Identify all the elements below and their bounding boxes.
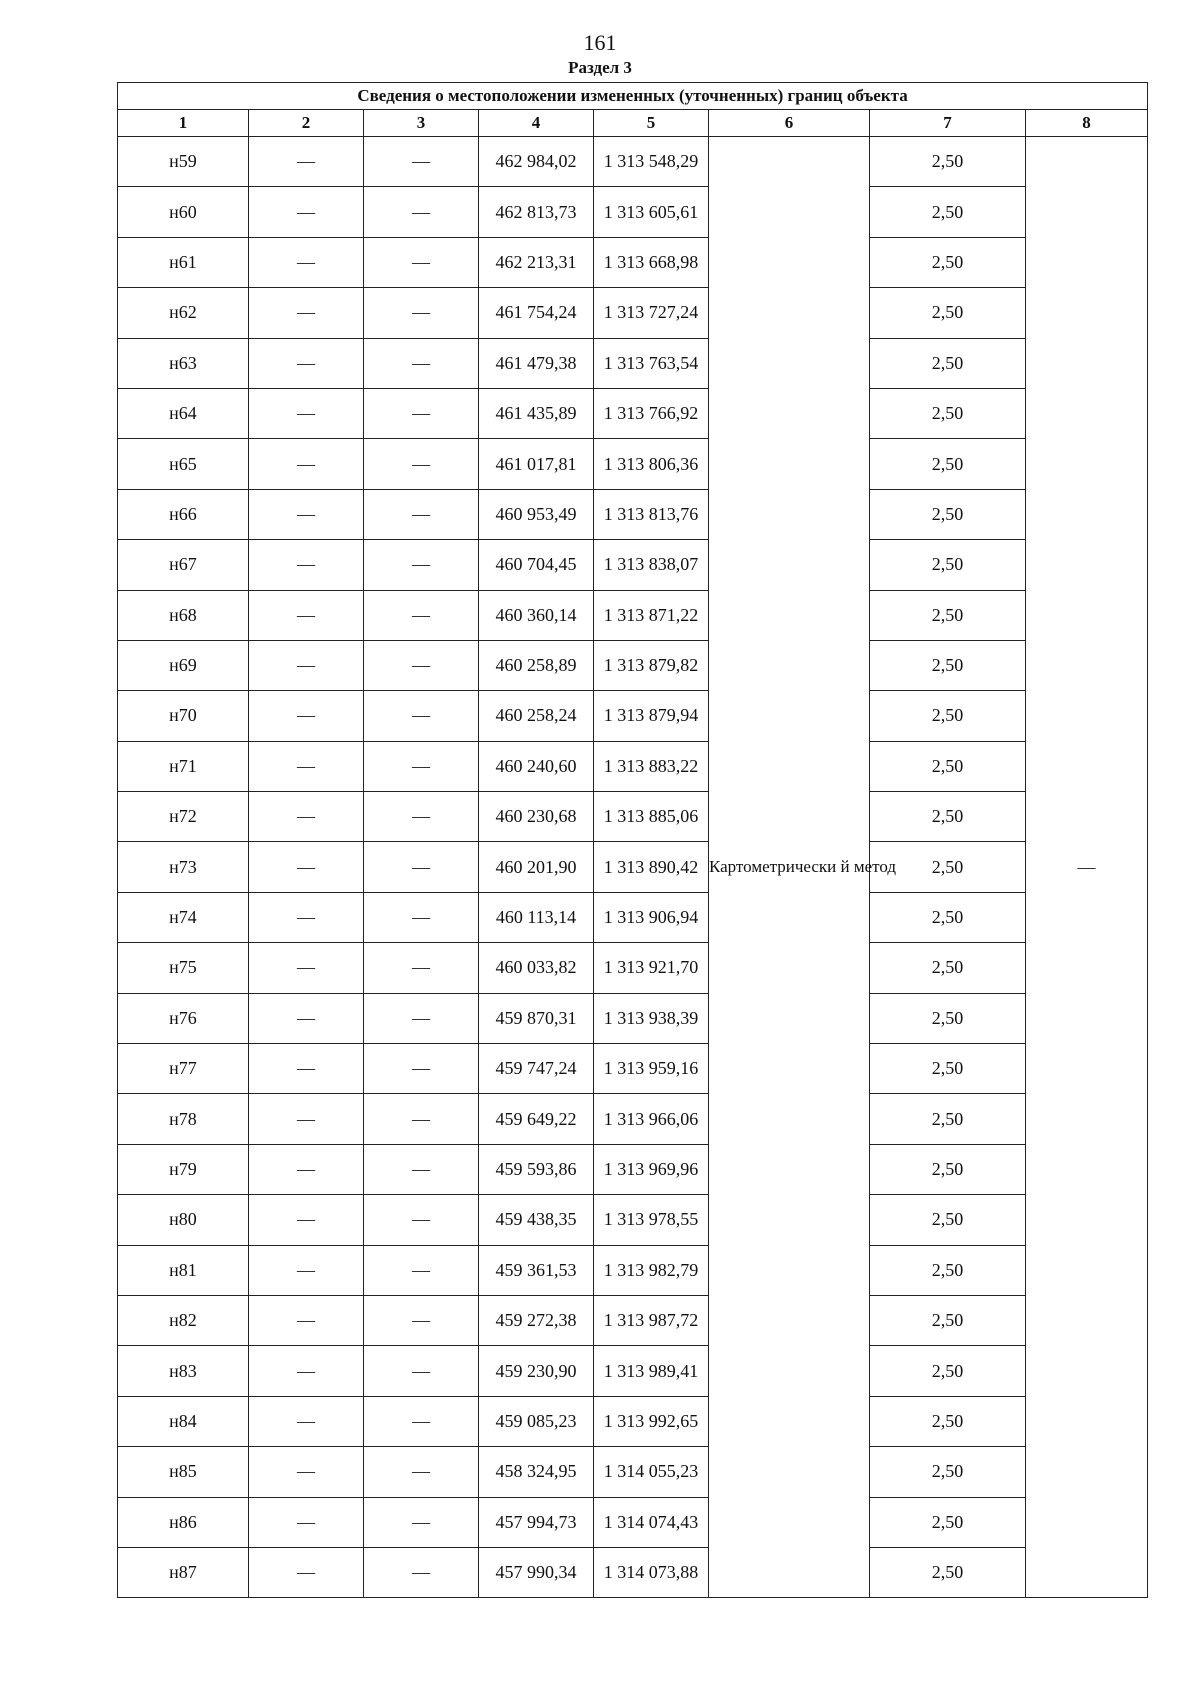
point-number-cell: н82 [118, 1295, 249, 1345]
accuracy-cell: 2,50 [870, 1346, 1026, 1396]
x-coordinate-cell: 460 033,82 [479, 943, 594, 993]
accuracy-cell: 2,50 [870, 1195, 1026, 1245]
x-coordinate-cell: 460 201,90 [479, 842, 594, 892]
column-number: 3 [364, 110, 479, 137]
accuracy-cell: 2,50 [870, 792, 1026, 842]
x-coordinate-cell: 459 361,53 [479, 1245, 594, 1295]
point-number-cell: н71 [118, 741, 249, 791]
table-row [118, 137, 1148, 187]
column-2-cell: — [249, 590, 364, 640]
table-row [118, 1245, 1148, 1295]
accuracy-cell: 2,50 [870, 1547, 1026, 1597]
table-row [118, 993, 1148, 1043]
x-coordinate-cell: 458 324,95 [479, 1447, 594, 1497]
point-number-cell: н80 [118, 1195, 249, 1245]
column-2-cell: — [249, 1396, 364, 1446]
point-number-cell: н65 [118, 439, 249, 489]
table-row [118, 1144, 1148, 1194]
column-3-cell: — [364, 842, 479, 892]
column-3-cell: — [364, 1044, 479, 1094]
column-3-cell: — [364, 439, 479, 489]
column-3-cell: — [364, 237, 479, 287]
table-row [118, 842, 1148, 892]
x-coordinate-cell: 461 754,24 [479, 288, 594, 338]
point-number-cell: н64 [118, 388, 249, 438]
x-coordinate-cell: 460 360,14 [479, 590, 594, 640]
table-row [118, 489, 1148, 539]
y-coordinate-cell: 1 313 838,07 [594, 540, 709, 590]
table-row [118, 540, 1148, 590]
column-3-cell: — [364, 741, 479, 791]
point-number-cell: н84 [118, 1396, 249, 1446]
column-3-cell: — [364, 1497, 479, 1547]
x-coordinate-cell: 459 649,22 [479, 1094, 594, 1144]
x-coordinate-cell: 459 747,24 [479, 1044, 594, 1094]
y-coordinate-cell: 1 313 766,92 [594, 388, 709, 438]
column-3-cell: — [364, 892, 479, 942]
column-number-row [118, 110, 1148, 137]
accuracy-cell: 2,50 [870, 640, 1026, 690]
x-coordinate-cell: 461 479,38 [479, 338, 594, 388]
accuracy-cell: 2,50 [870, 842, 1026, 892]
column-2-cell: — [249, 489, 364, 539]
column-3-cell: — [364, 489, 479, 539]
table-row [118, 1295, 1148, 1345]
x-coordinate-cell: 457 994,73 [479, 1497, 594, 1547]
column-2-cell: — [249, 1497, 364, 1547]
point-number-cell: н87 [118, 1547, 249, 1597]
column-2-cell: — [249, 1447, 364, 1497]
column-3-cell: — [364, 993, 479, 1043]
y-coordinate-cell: 1 313 668,98 [594, 237, 709, 287]
y-coordinate-cell: 1 313 938,39 [594, 993, 709, 1043]
column-2-cell: — [249, 943, 364, 993]
y-coordinate-cell: 1 314 074,43 [594, 1497, 709, 1547]
column-2-cell: — [249, 540, 364, 590]
column-3-cell: — [364, 943, 479, 993]
table-row [118, 1447, 1148, 1497]
point-number-cell: н81 [118, 1245, 249, 1295]
y-coordinate-cell: 1 313 806,36 [594, 439, 709, 489]
accuracy-cell: 2,50 [870, 288, 1026, 338]
point-number-cell: н61 [118, 237, 249, 287]
column-2-cell: — [249, 1547, 364, 1597]
point-number-cell: н72 [118, 792, 249, 842]
accuracy-cell: 2,50 [870, 1396, 1026, 1446]
column-3-cell: — [364, 1396, 479, 1446]
x-coordinate-cell: 459 870,31 [479, 993, 594, 1043]
accuracy-cell: 2,50 [870, 691, 1026, 741]
method-cell: Картометрически й метод [709, 137, 870, 1598]
column-3-cell: — [364, 1547, 479, 1597]
y-coordinate-cell: 1 313 989,41 [594, 1346, 709, 1396]
point-number-cell: н77 [118, 1044, 249, 1094]
column-2-cell: — [249, 741, 364, 791]
point-number-cell: н69 [118, 640, 249, 690]
accuracy-cell: 2,50 [870, 892, 1026, 942]
accuracy-cell: 2,50 [870, 489, 1026, 539]
section-title: Раздел 3 [568, 58, 632, 77]
y-coordinate-cell: 1 313 966,06 [594, 1094, 709, 1144]
column-8-cell: — [1026, 137, 1148, 1598]
point-number-cell: н59 [118, 137, 249, 187]
accuracy-cell: 2,50 [870, 943, 1026, 993]
accuracy-cell: 2,50 [870, 1245, 1026, 1295]
accuracy-cell: 2,50 [870, 237, 1026, 287]
column-3-cell: — [364, 1447, 479, 1497]
y-coordinate-cell: 1 313 763,54 [594, 338, 709, 388]
y-coordinate-cell: 1 313 548,29 [594, 137, 709, 187]
column-3-cell: — [364, 1144, 479, 1194]
table-row [118, 187, 1148, 237]
column-2-cell: — [249, 338, 364, 388]
x-coordinate-cell: 457 990,34 [479, 1547, 594, 1597]
column-3-cell: — [364, 1295, 479, 1345]
column-2-cell: — [249, 842, 364, 892]
column-number: 5 [594, 110, 709, 137]
column-number: 8 [1026, 110, 1148, 137]
x-coordinate-cell: 461 435,89 [479, 388, 594, 438]
point-number-cell: н66 [118, 489, 249, 539]
point-number-cell: н74 [118, 892, 249, 942]
point-number-cell: н67 [118, 540, 249, 590]
column-2-cell: — [249, 187, 364, 237]
table-row [118, 1044, 1148, 1094]
point-number-cell: н68 [118, 590, 249, 640]
y-coordinate-cell: 1 313 992,65 [594, 1396, 709, 1446]
table-row [118, 792, 1148, 842]
x-coordinate-cell: 459 230,90 [479, 1346, 594, 1396]
accuracy-cell: 2,50 [870, 993, 1026, 1043]
column-2-cell: — [249, 1195, 364, 1245]
point-number-cell: н78 [118, 1094, 249, 1144]
accuracy-cell: 2,50 [870, 338, 1026, 388]
column-number: 6 [709, 110, 870, 137]
table-row [118, 1346, 1148, 1396]
column-number: 1 [118, 110, 249, 137]
column-3-cell: — [364, 338, 479, 388]
column-3-cell: — [364, 388, 479, 438]
table-row [118, 691, 1148, 741]
column-3-cell: — [364, 1346, 479, 1396]
table-row [118, 741, 1148, 791]
y-coordinate-cell: 1 313 982,79 [594, 1245, 709, 1295]
table-row [118, 338, 1148, 388]
point-number-cell: н83 [118, 1346, 249, 1396]
column-2-cell: — [249, 237, 364, 287]
y-coordinate-cell: 1 313 885,06 [594, 792, 709, 842]
accuracy-cell: 2,50 [870, 590, 1026, 640]
accuracy-cell: 2,50 [870, 540, 1026, 590]
x-coordinate-cell: 462 984,02 [479, 137, 594, 187]
table-row [118, 943, 1148, 993]
point-number-cell: н73 [118, 842, 249, 892]
table-row [118, 288, 1148, 338]
accuracy-cell: 2,50 [870, 388, 1026, 438]
y-coordinate-cell: 1 313 813,76 [594, 489, 709, 539]
y-coordinate-cell: 1 313 727,24 [594, 288, 709, 338]
y-coordinate-cell: 1 313 883,22 [594, 741, 709, 791]
point-number-cell: н63 [118, 338, 249, 388]
x-coordinate-cell: 460 240,60 [479, 741, 594, 791]
column-2-cell: — [249, 439, 364, 489]
y-coordinate-cell: 1 314 073,88 [594, 1547, 709, 1597]
column-2-cell: — [249, 892, 364, 942]
x-coordinate-cell: 461 017,81 [479, 439, 594, 489]
accuracy-cell: 2,50 [870, 1144, 1026, 1194]
column-3-cell: — [364, 1245, 479, 1295]
column-number: 7 [870, 110, 1026, 137]
point-number-cell: н76 [118, 993, 249, 1043]
column-2-cell: — [249, 691, 364, 741]
point-number-cell: н60 [118, 187, 249, 237]
page-number: 161 [583, 30, 617, 55]
x-coordinate-cell: 462 813,73 [479, 187, 594, 237]
table-row [118, 388, 1148, 438]
x-coordinate-cell: 460 704,45 [479, 540, 594, 590]
accuracy-cell: 2,50 [870, 1094, 1026, 1144]
accuracy-cell: 2,50 [870, 137, 1026, 187]
table-row [118, 1547, 1148, 1597]
column-2-cell: — [249, 388, 364, 438]
table-row [118, 640, 1148, 690]
column-3-cell: — [364, 288, 479, 338]
accuracy-cell: 2,50 [870, 741, 1026, 791]
point-number-cell: н70 [118, 691, 249, 741]
column-2-cell: — [249, 1245, 364, 1295]
x-coordinate-cell: 462 213,31 [479, 237, 594, 287]
accuracy-cell: 2,50 [870, 1295, 1026, 1345]
point-number-cell: н86 [118, 1497, 249, 1547]
y-coordinate-cell: 1 313 978,55 [594, 1195, 709, 1245]
x-coordinate-cell: 460 113,14 [479, 892, 594, 942]
y-coordinate-cell: 1 313 879,82 [594, 640, 709, 690]
accuracy-cell: 2,50 [870, 1447, 1026, 1497]
point-number-cell: н62 [118, 288, 249, 338]
column-3-cell: — [364, 590, 479, 640]
table-row [118, 1497, 1148, 1547]
column-2-cell: — [249, 1346, 364, 1396]
table-caption-row [118, 83, 1148, 110]
accuracy-cell: 2,50 [870, 1497, 1026, 1547]
column-3-cell: — [364, 691, 479, 741]
column-3-cell: — [364, 1195, 479, 1245]
table-row [118, 1094, 1148, 1144]
accuracy-cell: 2,50 [870, 187, 1026, 237]
column-2-cell: — [249, 792, 364, 842]
table-row [118, 237, 1148, 287]
y-coordinate-cell: 1 313 906,94 [594, 892, 709, 942]
y-coordinate-cell: 1 313 879,94 [594, 691, 709, 741]
column-3-cell: — [364, 540, 479, 590]
y-coordinate-cell: 1 313 890,42 [594, 842, 709, 892]
y-coordinate-cell: 1 313 987,72 [594, 1295, 709, 1345]
x-coordinate-cell: 460 230,68 [479, 792, 594, 842]
column-3-cell: — [364, 1094, 479, 1144]
y-coordinate-cell: 1 313 605,61 [594, 187, 709, 237]
column-3-cell: — [364, 640, 479, 690]
table-body [118, 83, 1148, 1598]
y-coordinate-cell: 1 313 921,70 [594, 943, 709, 993]
x-coordinate-cell: 459 272,38 [479, 1295, 594, 1345]
y-coordinate-cell: 1 314 055,23 [594, 1447, 709, 1497]
boundary-coordinates-table [117, 82, 1148, 1598]
x-coordinate-cell: 460 953,49 [479, 489, 594, 539]
x-coordinate-cell: 460 258,89 [479, 640, 594, 690]
column-2-cell: — [249, 640, 364, 690]
column-3-cell: — [364, 792, 479, 842]
column-2-cell: — [249, 1094, 364, 1144]
column-number: 2 [249, 110, 364, 137]
accuracy-cell: 2,50 [870, 1044, 1026, 1094]
x-coordinate-cell: 459 438,35 [479, 1195, 594, 1245]
table-row [118, 1195, 1148, 1245]
column-number: 4 [479, 110, 594, 137]
x-coordinate-cell: 459 085,23 [479, 1396, 594, 1446]
table-row [118, 892, 1148, 942]
x-coordinate-cell: 459 593,86 [479, 1144, 594, 1194]
point-number-cell: н79 [118, 1144, 249, 1194]
column-2-cell: — [249, 137, 364, 187]
table-row [118, 439, 1148, 489]
column-2-cell: — [249, 1295, 364, 1345]
y-coordinate-cell: 1 313 871,22 [594, 590, 709, 640]
table-row [118, 1396, 1148, 1446]
point-number-cell: н75 [118, 943, 249, 993]
table-caption: Сведения о местоположении измененных (уточненных) границ объекта [118, 83, 1148, 110]
column-2-cell: — [249, 1144, 364, 1194]
column-2-cell: — [249, 1044, 364, 1094]
column-2-cell: — [249, 993, 364, 1043]
x-coordinate-cell: 460 258,24 [479, 691, 594, 741]
accuracy-cell: 2,50 [870, 439, 1026, 489]
column-3-cell: — [364, 137, 479, 187]
column-3-cell: — [364, 187, 479, 237]
table-row [118, 590, 1148, 640]
point-number-cell: н85 [118, 1447, 249, 1497]
y-coordinate-cell: 1 313 959,16 [594, 1044, 709, 1094]
column-2-cell: — [249, 288, 364, 338]
y-coordinate-cell: 1 313 969,96 [594, 1144, 709, 1194]
